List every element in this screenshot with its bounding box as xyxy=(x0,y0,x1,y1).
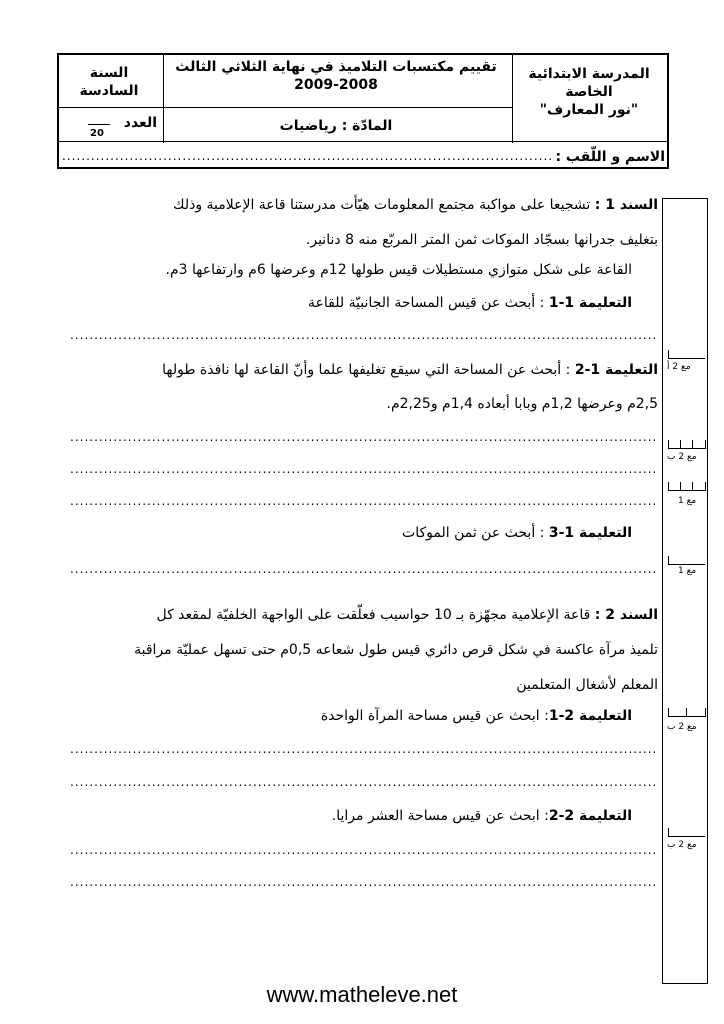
question-1-3: التعليمة 1-3 : أبحث عن ثمن الموكات xyxy=(402,525,632,541)
subject: المادّة : رياضيات xyxy=(279,118,393,134)
section1-line3: القاعة على شكل متوازي مستطيلات قيس طولها 12م وعرضها 6م وارتفاعها 3م. xyxy=(165,262,632,278)
footer-url[interactable]: www.matheleve.net xyxy=(266,982,458,1007)
section2-line2: تلميذ مرآة عاكسة في شكل قرص دائري قيس طول شعاعه 0,5م حتى تسهل عمليّة مراقبة xyxy=(134,642,658,658)
grade-box xyxy=(668,440,706,449)
section2-line1: السند 2 : قاعة الإعلامية مجهّزة بـ 10 حواسيب فعلّقت على الواجهة الخلفيّة لمقعد كل xyxy=(156,607,658,623)
level: السنة السادسة xyxy=(79,65,139,99)
answer-line[interactable] xyxy=(70,494,656,510)
answer-line[interactable] xyxy=(70,742,656,758)
grade-box xyxy=(668,556,705,565)
grading-margin xyxy=(662,198,708,984)
grade-box xyxy=(668,350,705,359)
question-1-2: التعليمة 1-2 : أبحث عن المساحة التي سيقع تغليفها علما وأنّ القاعة لها نافذة طولها xyxy=(162,362,658,378)
question-2-1: التعليمة 2-1: ابحث عن قيس مساحة المرآة الواحدة xyxy=(320,708,632,724)
name-field[interactable] xyxy=(62,149,552,165)
section1-line1: السند 1 : تشجيعا على مواكبة مجتمع المعلومات هيّأت مدرستنا قاعة الإعلامية وذلك xyxy=(173,197,658,213)
question-1-1: التعليمة 1-1 : أبحث عن قيس المساحة الجانبيّة للقاعة xyxy=(308,295,632,311)
section2-line3: المعلم لأشغال المتعلمين xyxy=(516,677,658,693)
question-2-2: التعليمة 2-2: ابحث عن قيس مساحة العشر مرايا. xyxy=(331,808,632,824)
answer-line[interactable] xyxy=(70,462,656,478)
grade-box xyxy=(668,482,706,491)
name-label: الاسم و اللّقب : xyxy=(555,149,665,165)
answer-line[interactable] xyxy=(70,775,656,791)
section1-line2: بتغليف جدرانها بسجّاد الموكات ثمن المتر المربّع منه 8 دنانير. xyxy=(305,232,658,248)
grade-mark: مع 2 أ xyxy=(667,362,691,372)
grade-mark: مع 2 ب xyxy=(667,840,697,850)
answer-line[interactable] xyxy=(70,843,656,859)
grade-box xyxy=(668,828,705,837)
score-denominator: 20 xyxy=(90,128,104,139)
grade-mark: مع 1 xyxy=(678,496,697,506)
exam-title: تقييم مكتسبات التلاميذ في نهاية الثلاثي الثالث 2009-2008 xyxy=(175,59,497,93)
score-label: العدد xyxy=(123,115,157,131)
answer-line[interactable] xyxy=(70,328,656,344)
grade-mark: مع 1 xyxy=(678,566,697,576)
grade-mark: مع 2 ب xyxy=(667,722,697,732)
answer-line[interactable] xyxy=(70,875,656,891)
score-line xyxy=(88,124,110,125)
answer-line[interactable] xyxy=(70,562,656,578)
school-name: المدرسة الابتدائية الخاصة "نور المعارف" xyxy=(528,66,650,118)
grade-box xyxy=(668,708,706,717)
question-1-2-line2: 2,5م وعرضها 1,2م وبابا أبعاده 1,4م و2,25م. xyxy=(386,396,658,412)
grade-mark: مع 2 ب xyxy=(667,452,697,462)
answer-line[interactable] xyxy=(70,430,656,446)
